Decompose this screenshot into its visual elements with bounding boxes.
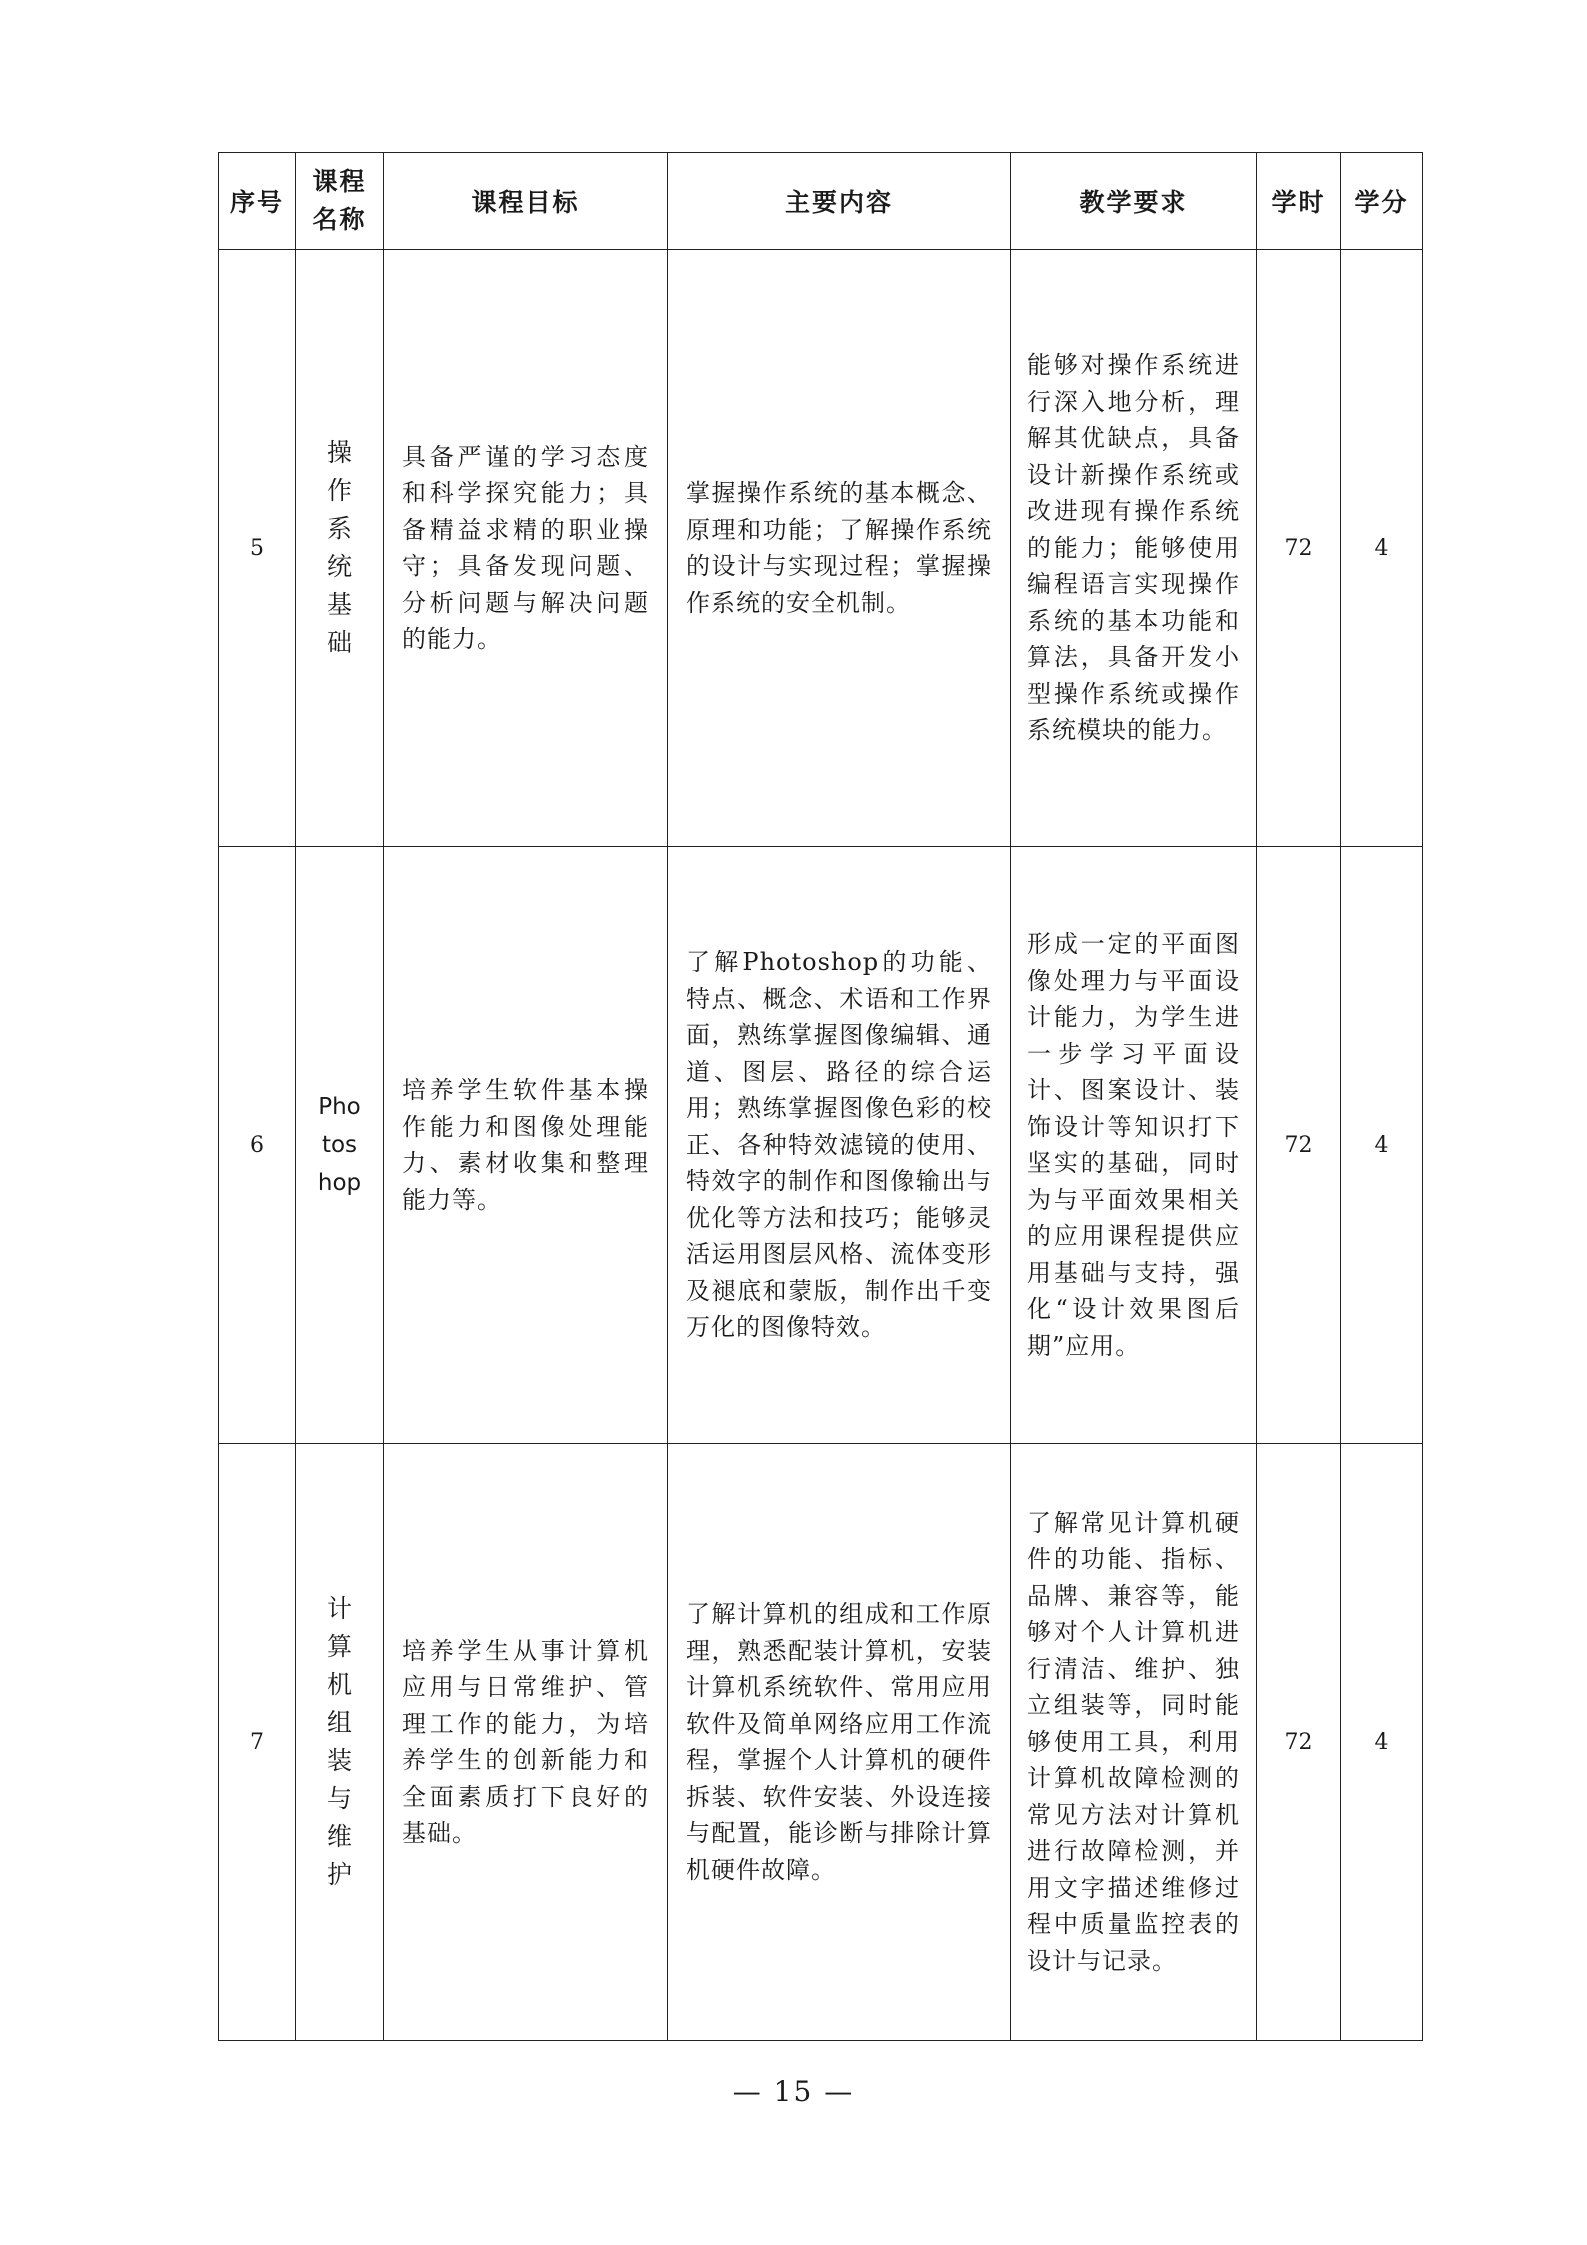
row-course-name <box>296 250 384 847</box>
course-name-text: Photoshop <box>317 1094 362 1196</box>
header-credits: 学分 <box>1341 153 1423 250</box>
course-table <box>218 152 1423 2041</box>
row-content: 掌握操作系统的基本概念、原理和功能；了解操作系统的设计与实现过程；掌握操作系统的安全机制。 <box>668 250 1011 847</box>
course-name-text: 计算机组装与维护 <box>326 1594 352 1889</box>
row-credits: 4 <box>1341 250 1423 847</box>
row-num: 6 <box>219 847 296 1444</box>
table-row <box>219 1444 1423 2041</box>
header-name-line2: 名称 <box>312 205 367 234</box>
row-course-name <box>296 847 384 1444</box>
row-hours: 72 <box>1257 250 1341 847</box>
row-requirement: 形成一定的平面图像处理力与平面设计能力，为学生进一步学习平面设计、图案设计、装饰设计等知识打下坚实的基础，同时为与平面效果相关的应用课程提供应用基础与支持，强化“设计效果图后期”应用。 <box>1011 847 1257 1444</box>
row-hours: 72 <box>1257 847 1341 1444</box>
header-num: 序号 <box>219 153 296 250</box>
row-content: 了解计算机的组成和工作原理，熟悉配装计算机，安装计算机系统软件、常用应用软件及简单网络应用工作流程，掌握个人计算机的硬件拆装、软件安装、外设连接与配置，能诊断与排除计算机硬件故障。 <box>668 1444 1011 2041</box>
header-row <box>219 153 1423 250</box>
page-number: — 15 — <box>732 2075 855 2108</box>
row-requirement: 了解常见计算机硬件的功能、指标、品牌、兼容等，能够对个人计算机进行清洁、维护、独立组装等，同时能够使用工具，利用计算机故障检测的常见方法对计算机进行故障检测，并用文字描述维修过程中质量监控表的设计与记录。 <box>1011 1444 1257 2041</box>
header-hours: 学时 <box>1257 153 1341 250</box>
row-course-name <box>296 1444 384 2041</box>
row-goal: 培养学生从事计算机应用与日常维护、管理工作的能力，为培养学生的创新能力和全面素质打下良好的基础。 <box>384 1444 668 2041</box>
header-requirement: 教学要求 <box>1011 153 1257 250</box>
table-row <box>219 847 1423 1444</box>
row-num: 5 <box>219 250 296 847</box>
header-name-line1: 课程 <box>312 167 367 196</box>
table-row <box>219 250 1423 847</box>
row-credits: 4 <box>1341 847 1423 1444</box>
row-requirement: 能够对操作系统进行深入地分析，理解其优缺点，具备设计新操作系统或改进现有操作系统的能力；能够使用编程语言实现操作系统的基本功能和算法，具备开发小型操作系统或操作系统模块的能力。 <box>1011 250 1257 847</box>
header-name <box>296 153 384 250</box>
course-name-text: 操作系统基础 <box>326 438 352 657</box>
row-num: 7 <box>219 1444 296 2041</box>
row-goal: 培养学生软件基本操作能力和图像处理能力、素材收集和整理能力等。 <box>384 847 668 1444</box>
header-content: 主要内容 <box>668 153 1011 250</box>
row-hours: 72 <box>1257 1444 1341 2041</box>
header-goal: 课程目标 <box>384 153 668 250</box>
row-credits: 4 <box>1341 1444 1423 2041</box>
row-goal: 具备严谨的学习态度和科学探究能力；具备精益求精的职业操守；具备发现问题、分析问题与解决问题的能力。 <box>384 250 668 847</box>
row-content: 了解Photoshop的功能、特点、概念、术语和工作界面，熟练掌握图像编辑、通道、图层、路径的综合运用；熟练掌握图像色彩的校正、各种特效滤镜的使用、特效字的制作和图像输出与优化等方法和技巧；能够灵活运用图层风格、流体变形及褪底和蒙版，制作出千变万化的图像特效。 <box>668 847 1011 1444</box>
